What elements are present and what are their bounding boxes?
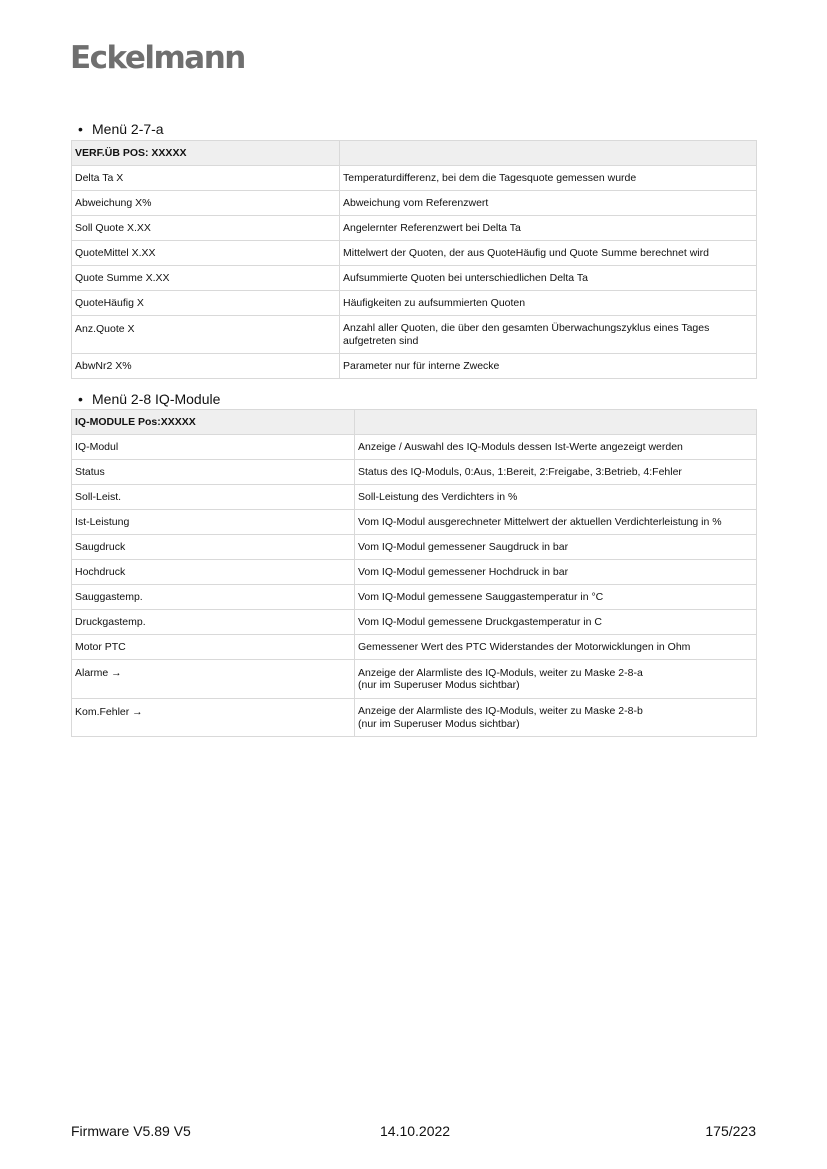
table-row: [72, 354, 757, 379]
param-cell: Status: [72, 460, 355, 485]
param-cell: Hochdruck: [72, 560, 355, 585]
table-row: [72, 699, 757, 737]
table-row: [72, 191, 757, 216]
desc-cell: Vom IQ-Modul ausgerechneter Mittelwert der aktuellen Verdichterleistung in %: [355, 510, 757, 535]
table-header-row: [72, 410, 757, 435]
table-row: [72, 535, 757, 560]
table-row: [72, 291, 757, 316]
table-row: [72, 460, 757, 485]
desc-cell: Gemessener Wert des PTC Widerstandes der Motorwicklungen in Ohm: [355, 635, 757, 660]
desc-cell: Anzahl aller Quoten, die über den gesamten Überwachungszyklus eines Tages aufgetreten sind: [340, 316, 757, 354]
section-title-menu-2-8: • Menü 2-8 IQ-Module: [78, 391, 221, 407]
table-row: [72, 560, 757, 585]
desc-cell: Vom IQ-Modul gemessene Druckgastemperatur in C: [355, 610, 757, 635]
company-logo: Eckelmann: [70, 40, 245, 76]
header-cell: VERF.ÜB POS: XXXXX: [72, 141, 340, 166]
table-row: [72, 316, 757, 354]
param-cell: Motor PTC: [72, 635, 355, 660]
table-header-row: [72, 141, 757, 166]
desc-cell: Temperaturdifferenz, bei dem die Tagesquote gemessen wurde: [340, 166, 757, 191]
desc-cell: Soll-Leistung des Verdichters in %: [355, 485, 757, 510]
param-cell: QuoteMittel X.XX: [72, 241, 340, 266]
desc-note: (nur im Superuser Modus sichtbar): [358, 679, 520, 691]
desc-cell: Vom IQ-Modul gemessener Hochdruck in bar: [355, 560, 757, 585]
footer-date: 14.10.2022: [380, 1123, 451, 1139]
param-cell: Kom.Fehler →: [72, 699, 355, 737]
table-menu-2-8-iq-module: [71, 409, 757, 737]
header-cell: IQ-MODULE Pos:XXXXX: [72, 410, 355, 435]
table-row: [72, 266, 757, 291]
table-row: [72, 166, 757, 191]
table-row: [72, 241, 757, 266]
desc-note: (nur im Superuser Modus sichtbar): [358, 717, 520, 730]
desc-cell: Aufsummierte Quoten bei unterschiedlichen Delta Ta: [340, 266, 757, 291]
desc-cell: Mittelwert der Quoten, der aus QuoteHäufig und Quote Summe berechnet wird: [340, 241, 757, 266]
desc-cell: [355, 660, 757, 699]
desc-cell: Status des IQ-Moduls, 0:Aus, 1:Bereit, 2:Freigabe, 3:Betrieb, 4:Fehler: [355, 460, 757, 485]
param-cell: Saugdruck: [72, 535, 355, 560]
footer-page-number: 175/223: [705, 1123, 756, 1139]
param-cell: IQ-Modul: [72, 435, 355, 460]
param-cell: Sauggastemp.: [72, 585, 355, 610]
desc-cell: Angelernter Referenzwert bei Delta Ta: [340, 216, 757, 241]
param-cell: Delta Ta X: [72, 166, 340, 191]
param-cell: Druckgastemp.: [72, 610, 355, 635]
desc-cell: Vom IQ-Modul gemessene Sauggastemperatur in °C: [355, 585, 757, 610]
desc-line: Anzeige der Alarmliste des IQ-Moduls, weiter zu Maske 2-8-a: [358, 666, 643, 679]
param-cell: Alarme →: [72, 660, 355, 699]
header-cell: [355, 410, 757, 435]
table-menu-2-7-a: [71, 140, 757, 379]
param-cell: Ist-Leistung: [72, 510, 355, 535]
desc-cell: Abweichung vom Referenzwert: [340, 191, 757, 216]
section-title-menu-2-7-a: • Menü 2-7-a: [78, 121, 164, 137]
table-row: [72, 610, 757, 635]
table-row: [72, 635, 757, 660]
param-cell: QuoteHäufig X: [72, 291, 340, 316]
table-row: [72, 510, 757, 535]
param-cell: Quote Summe X.XX: [72, 266, 340, 291]
header-cell: [340, 141, 757, 166]
desc-cell: Parameter nur für interne Zwecke: [340, 354, 757, 379]
param-cell: Soll-Leist.: [72, 485, 355, 510]
param-cell: Anz.Quote X: [72, 316, 340, 354]
table-row: [72, 585, 757, 610]
footer-firmware: Firmware V5.89 V5: [71, 1123, 191, 1139]
desc-cell: Vom IQ-Modul gemessener Saugdruck in bar: [355, 535, 757, 560]
table-row: [72, 660, 757, 699]
param-cell: AbwNr2 X%: [72, 354, 340, 379]
table-row: [72, 216, 757, 241]
table-row: [72, 485, 757, 510]
desc-cell: Häufigkeiten zu aufsummierten Quoten: [340, 291, 757, 316]
desc-cell: [355, 699, 757, 737]
desc-line: Anzeige der Alarmliste des IQ-Moduls, weiter zu Maske 2-8-b: [358, 705, 643, 717]
table-row: [72, 435, 757, 460]
param-cell: Soll Quote X.XX: [72, 216, 340, 241]
desc-cell: Anzeige / Auswahl des IQ-Moduls dessen Ist-Werte angezeigt werden: [355, 435, 757, 460]
param-cell: Abweichung X%: [72, 191, 340, 216]
